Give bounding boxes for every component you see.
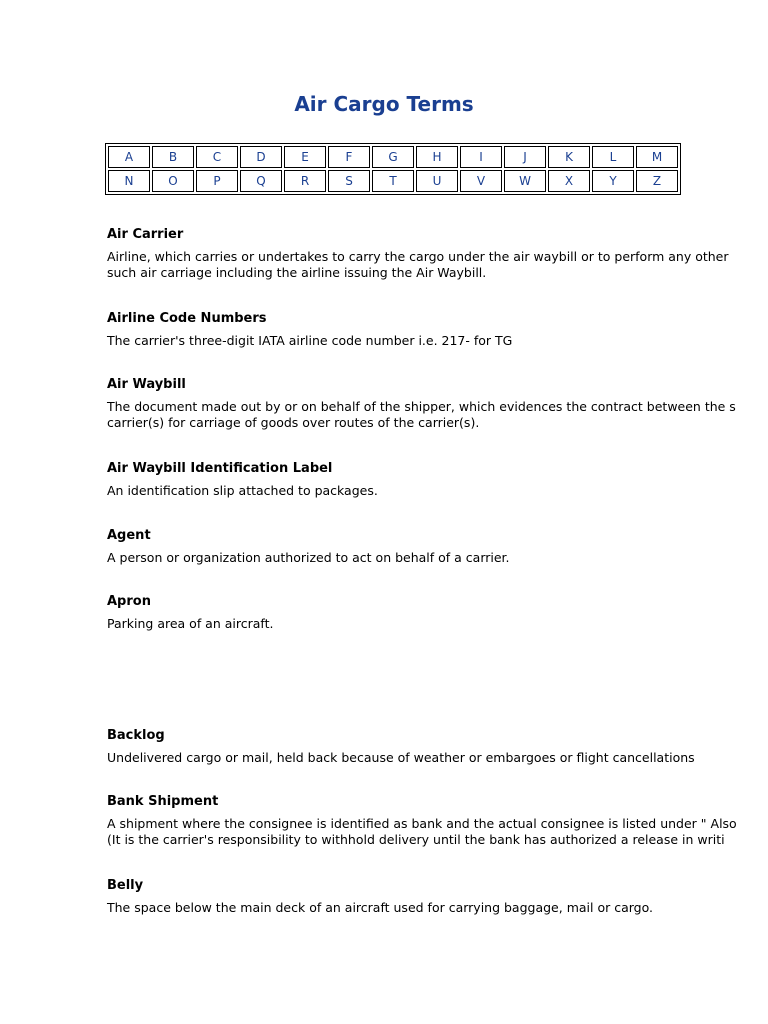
term-entry bbox=[107, 528, 768, 566]
term-definition: A shipment where the consignee is identified as bank and the actual consignee is listed under " Also (It is the carrier's responsibility to withhold delivery until the bank has authorized a release in writi bbox=[107, 816, 737, 847]
letter-link-z[interactable]: Z bbox=[636, 170, 678, 192]
term-entry bbox=[107, 377, 768, 431]
letter-link-q[interactable]: Q bbox=[240, 170, 282, 192]
alphabet-index bbox=[105, 143, 681, 195]
letter-link-n[interactable]: N bbox=[108, 170, 150, 192]
letter-link-y[interactable]: Y bbox=[592, 170, 634, 192]
term-title: Apron bbox=[107, 594, 151, 609]
term-title: Airline Code Numbers bbox=[107, 311, 267, 326]
letter-link-o[interactable]: O bbox=[152, 170, 194, 192]
letter-link-c[interactable]: C bbox=[196, 146, 238, 168]
letter-link-v[interactable]: V bbox=[460, 170, 502, 192]
letter-link-l[interactable]: L bbox=[592, 146, 634, 168]
letter-link-i[interactable]: I bbox=[460, 146, 502, 168]
letter-link-e[interactable]: E bbox=[284, 146, 326, 168]
letter-link-w[interactable]: W bbox=[504, 170, 546, 192]
term-definition: Undelivered cargo or mail, held back because of weather or embargoes or flight cancellations bbox=[107, 750, 695, 765]
term-title: Bank Shipment bbox=[107, 794, 219, 809]
term-definition: An identification slip attached to packages. bbox=[107, 483, 378, 498]
term-title: Air Waybill bbox=[107, 377, 186, 392]
alphabet-row-2 bbox=[108, 170, 678, 192]
letter-link-s[interactable]: S bbox=[328, 170, 370, 192]
letter-link-f[interactable]: F bbox=[328, 146, 370, 168]
term-entry bbox=[107, 794, 768, 848]
term-title: Backlog bbox=[107, 728, 165, 743]
term-title: Agent bbox=[107, 528, 151, 543]
letter-link-j[interactable]: J bbox=[504, 146, 546, 168]
term-entry bbox=[107, 728, 768, 766]
term-entry bbox=[107, 878, 768, 916]
term-title: Air Carrier bbox=[107, 227, 184, 242]
alphabet-row-1 bbox=[108, 146, 678, 168]
letter-link-k[interactable]: K bbox=[548, 146, 590, 168]
term-entry bbox=[107, 227, 768, 281]
letter-link-p[interactable]: P bbox=[196, 170, 238, 192]
page-title: Air Cargo Terms bbox=[294, 92, 474, 116]
term-definition: Airline, which carries or undertakes to carry the cargo under the air waybill or to perform any other such air carriage including the airline issuing the Air Waybill. bbox=[107, 249, 729, 280]
term-title: Air Waybill Identification Label bbox=[107, 461, 333, 476]
term-definition: Parking area of an aircraft. bbox=[107, 616, 274, 631]
letter-link-r[interactable]: R bbox=[284, 170, 326, 192]
letter-link-t[interactable]: T bbox=[372, 170, 414, 192]
term-entry bbox=[107, 311, 768, 349]
term-definition: A person or organization authorized to act on behalf of a carrier. bbox=[107, 550, 510, 565]
term-definition: The space below the main deck of an aircraft used for carrying baggage, mail or cargo. bbox=[107, 900, 653, 915]
letter-link-d[interactable]: D bbox=[240, 146, 282, 168]
term-entry bbox=[107, 461, 768, 499]
term-entry bbox=[107, 594, 768, 632]
letter-link-m[interactable]: M bbox=[636, 146, 678, 168]
term-title: Belly bbox=[107, 878, 144, 893]
letter-link-h[interactable]: H bbox=[416, 146, 458, 168]
letter-link-x[interactable]: X bbox=[548, 170, 590, 192]
term-definition: The carrier's three-digit IATA airline code number i.e. 217- for TG bbox=[107, 333, 513, 348]
term-definition: The document made out by or on behalf of the shipper, which evidences the contract between the s carrier(s) for carriage of goods over routes of the carrier(s). bbox=[107, 399, 736, 430]
letter-link-g[interactable]: G bbox=[372, 146, 414, 168]
letter-link-a[interactable]: A bbox=[108, 146, 150, 168]
letter-link-b[interactable]: B bbox=[152, 146, 194, 168]
letter-link-u[interactable]: U bbox=[416, 170, 458, 192]
